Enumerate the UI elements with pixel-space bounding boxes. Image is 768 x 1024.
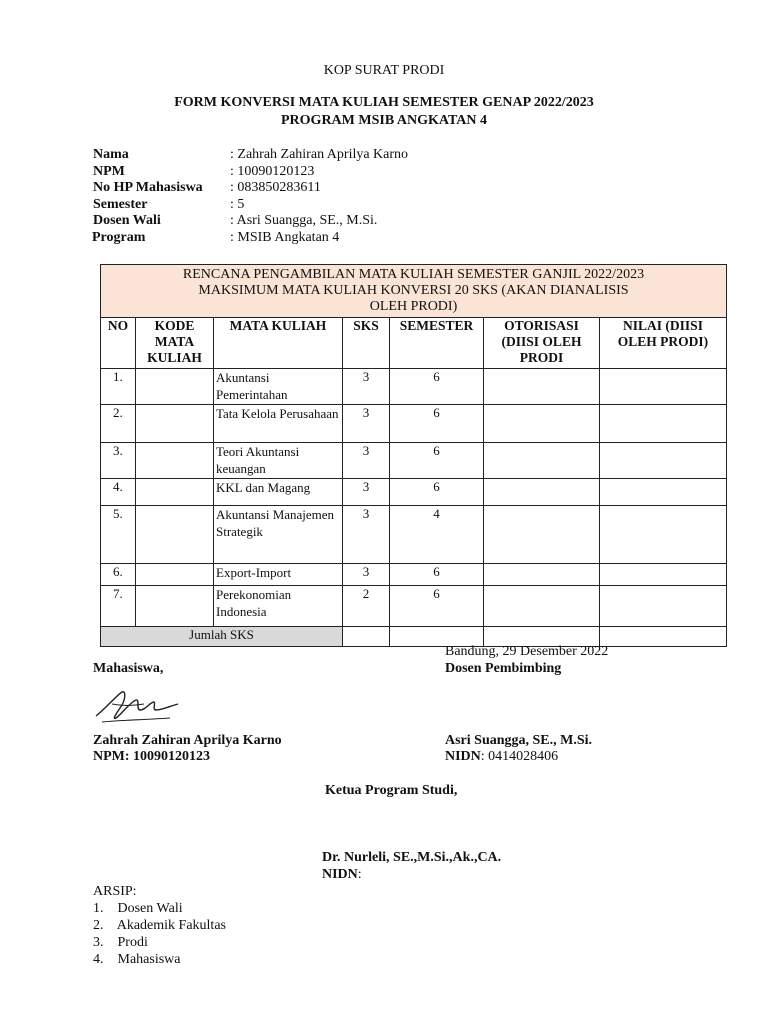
- table-band-header: [101, 265, 727, 318]
- row-sks: 3: [343, 506, 390, 564]
- row-mata-kuliah: Tata Kelola Perusahaan: [214, 405, 343, 443]
- ketua-nidn-label: NIDN: [322, 867, 358, 882]
- row-semester: 4: [390, 506, 484, 564]
- info-value-semester: : 5: [230, 196, 245, 212]
- row-no: 6.: [101, 564, 136, 586]
- total-row: [101, 627, 727, 647]
- row-nilai: [600, 506, 727, 564]
- ketua-nidn-value: :: [357, 867, 362, 882]
- band-line-1: RENCANA PENGAMBILAN MATA KULIAH SEMESTER GANJIL 2022/2023: [182, 267, 645, 282]
- row-otorisasi: [484, 443, 600, 479]
- row-semester: 6: [390, 405, 484, 443]
- row-no: 7.: [101, 586, 136, 627]
- band-line-3: OLEH PRODI): [369, 299, 458, 314]
- ketua-name: Dr. Nurleli, SE.,M.Si.,Ak.,CA.: [322, 850, 502, 865]
- place-date: Bandung, 29 Desember 2022: [445, 644, 609, 659]
- dosen-name: Asri Suangga, SE., M.Si.: [445, 733, 593, 748]
- arsip-title: ARSIP:: [93, 884, 137, 899]
- row-semester: 6: [390, 586, 484, 627]
- form-title: FORM KONVERSI MATA KULIAH SEMESTER GENAP 2022/2023: [174, 95, 594, 110]
- row-mata-kuliah: KKL dan Magang: [214, 479, 343, 506]
- info-label-program: Program: [92, 230, 146, 245]
- table-row: [101, 506, 727, 564]
- mahasiswa-name: Zahrah Zahiran Aprilya Karno: [93, 733, 282, 748]
- row-otorisasi: [484, 586, 600, 627]
- info-label-nama: Nama: [93, 147, 129, 162]
- row-sks: 3: [343, 369, 390, 405]
- col-header-semester: SEMESTER: [390, 318, 484, 369]
- info-value-npm: : 10090120123: [230, 163, 315, 179]
- total-sks: [343, 627, 390, 647]
- row-kode: [136, 506, 214, 564]
- arsip-item: 2. Akademik Fakultas: [93, 918, 226, 933]
- info-label-dosen-wali: Dosen Wali: [93, 213, 161, 228]
- dosen-nidn-value: : 0414028406: [480, 749, 559, 764]
- row-nilai: [600, 443, 727, 479]
- col-header-sks: SKS: [343, 318, 390, 369]
- col-header-otorisasi: OTORISASI (DIISI OLEH PRODI: [484, 318, 600, 369]
- ketua-nidn: [322, 867, 362, 883]
- col-header-no: NO: [101, 318, 136, 369]
- row-kode: [136, 479, 214, 506]
- mahasiswa-label-text: Mahasiswa,: [93, 661, 164, 676]
- row-sks: 3: [343, 479, 390, 506]
- info-label-semester: Semester: [93, 196, 148, 212]
- row-sks: 3: [343, 564, 390, 586]
- row-no: 1.: [101, 369, 136, 405]
- row-kode: [136, 586, 214, 627]
- row-mata-kuliah: Akuntansi Pemerintahan: [214, 369, 343, 405]
- arsip-section: [93, 883, 226, 968]
- row-sks: 3: [343, 405, 390, 443]
- col-header-kode: KODE MATA KULIAH: [136, 318, 214, 369]
- dosen-nidn-label: NIDN: [445, 749, 481, 764]
- table-row: [101, 443, 727, 479]
- info-value-hp: : 083850283611: [230, 180, 321, 195]
- row-otorisasi: [484, 405, 600, 443]
- table-row: [101, 369, 727, 405]
- row-otorisasi: [484, 506, 600, 564]
- total-nilai: [600, 627, 727, 647]
- row-semester: 6: [390, 369, 484, 405]
- row-semester: 6: [390, 564, 484, 586]
- row-nilai: [600, 405, 727, 443]
- table-row: [101, 564, 727, 586]
- arsip-item: 1. Dosen Wali: [93, 901, 183, 916]
- info-value-program: : MSIB Angkatan 4: [230, 230, 340, 245]
- row-semester: 6: [390, 443, 484, 479]
- col-header-nilai: NILAI (DIISI OLEH PRODI): [600, 318, 727, 369]
- info-value-dosen-wali: : Asri Suangga, SE., M.Si.: [230, 213, 378, 228]
- info-label-npm: NPM: [93, 163, 125, 179]
- row-kode: [136, 443, 214, 479]
- row-no: 5.: [101, 506, 136, 564]
- table-row: [101, 479, 727, 506]
- row-mata-kuliah: Export-Import: [214, 564, 343, 586]
- mahasiswa-label: [93, 661, 163, 677]
- mahasiswa-npm: NPM: 10090120123: [93, 749, 211, 764]
- signature-image: [92, 686, 182, 728]
- col-header-mata-kuliah: MATA KULIAH: [214, 318, 343, 369]
- row-semester: 6: [390, 479, 484, 506]
- row-otorisasi: [484, 564, 600, 586]
- row-nilai: [600, 564, 727, 586]
- row-no: 4.: [101, 479, 136, 506]
- kop-surat: KOP SURAT PRODI: [323, 63, 445, 78]
- row-nilai: [600, 479, 727, 506]
- row-otorisasi: [484, 479, 600, 506]
- row-sks: 2: [343, 586, 390, 627]
- table-row: [101, 405, 727, 443]
- row-mata-kuliah: Teori Akuntansi keuangan: [214, 443, 343, 479]
- ketua-label: Ketua Program Studi,: [325, 783, 458, 798]
- info-value-nama: : Zahrah Zahiran Aprilya Karno: [230, 147, 409, 162]
- row-nilai: [600, 586, 727, 627]
- course-table: [100, 264, 727, 647]
- row-kode: [136, 405, 214, 443]
- row-mata-kuliah: Akuntansi Manajemen Strategik: [214, 506, 343, 564]
- dosen-label: Dosen Pembimbing: [445, 661, 562, 676]
- row-no: 3.: [101, 443, 136, 479]
- row-sks: 3: [343, 443, 390, 479]
- row-nilai: [600, 369, 727, 405]
- row-kode: [136, 564, 214, 586]
- row-otorisasi: [484, 369, 600, 405]
- row-kode: [136, 369, 214, 405]
- info-label-hp: No HP Mahasiswa: [93, 180, 203, 195]
- band-line-2: MAKSIMUM MATA KULIAH KONVERSI 20 SKS (AKAN DIANALISIS: [198, 283, 629, 298]
- program-title: PROGRAM MSIB ANGKATAN 4: [281, 113, 487, 128]
- row-mata-kuliah: Perekonomian Indonesia: [214, 586, 343, 627]
- dosen-nidn: [445, 749, 558, 765]
- arsip-item: 3. Prodi: [93, 935, 148, 950]
- table-row: [101, 586, 727, 627]
- row-no: 2.: [101, 405, 136, 443]
- total-label: Jumlah SKS: [101, 627, 343, 647]
- arsip-item: 4. Mahasiswa: [93, 952, 181, 967]
